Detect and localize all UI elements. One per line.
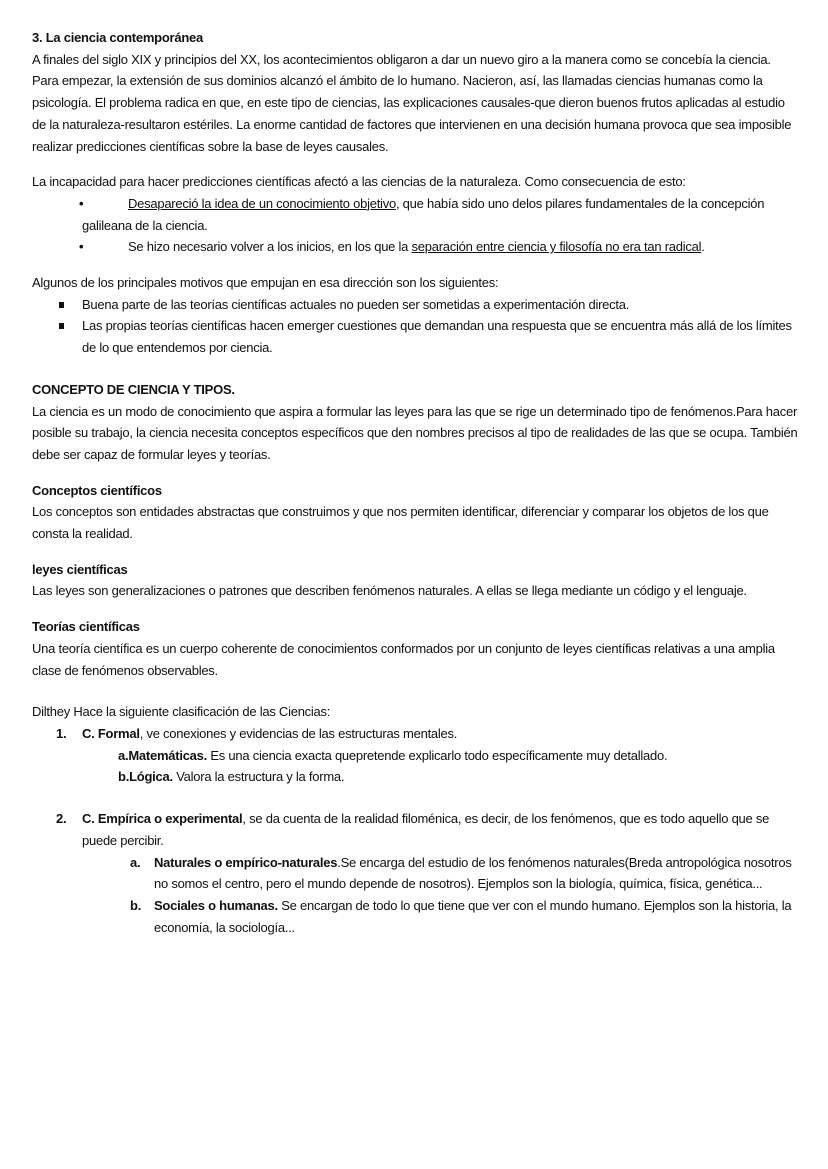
item-bold: Naturales o empírico-naturales <box>154 854 338 870</box>
section-title <box>32 27 798 49</box>
item-bold: Sociales o humanas. <box>154 897 278 913</box>
item-text: , se da cuenta de la realidad filoménica, es decir, de los fenómenos, que es todo aquello que se puede percibir. <box>82 811 770 848</box>
item-letter: a. <box>118 747 129 763</box>
item-text: Valora la estructura y la forma. <box>172 769 345 785</box>
list-item <box>32 745 798 767</box>
paragraph: Las leyes son generalizaciones o patrones que describen fenómenos naturales. A ellas se llega mediante un código y el lenguaje. <box>32 583 747 599</box>
paragraph: Una teoría científica es un cuerpo coherente de conocimientos conformados por un conjunto de leyes científicas relativas a una amplia clase de fenómenos observables. <box>32 640 775 678</box>
paragraph: La ciencia es un modo de conocimiento que aspira a formular las leyes para las que se rige un determinado tipo de fenómenos.Para hacer posible su trabajo, la ciencia necesita conceptos específicos que den nombres precisos al tipo de realidades de las que se ocupa. También debe ser capaz de formular leyes y teorías. <box>32 403 798 462</box>
item-number: 1. <box>56 725 67 741</box>
section-title-text: 3. La ciencia contemporánea <box>32 30 203 45</box>
list-item <box>32 895 798 938</box>
item-text: .Se encarga del estudio de los fenómenos naturales(Breda antropológica nosotros no somos el centro, pero el mundo depende de nosotros). Ejemplos son la biología, química, física, genética... <box>154 854 792 892</box>
square-list <box>32 294 798 359</box>
heading <box>32 559 798 581</box>
item-bold: Matemáticas. <box>128 747 207 763</box>
item-letter: b. <box>130 897 142 913</box>
item-number: 2. <box>56 811 67 827</box>
list-item <box>32 766 798 788</box>
paragraph: Algunos de los principales motivos que empujan en esa dirección son los siguientes: <box>32 275 499 291</box>
list-item <box>32 723 798 745</box>
document-page <box>32 27 798 938</box>
bullet-list <box>32 193 798 258</box>
item-text: . <box>701 239 705 255</box>
numbered-list <box>32 808 798 851</box>
item-bold: C. Empírica o experimental <box>82 811 243 827</box>
heading-text: leyes científicas <box>32 561 128 577</box>
list-item: Las propias teorías científicas hacen emerger cuestiones que demandan una respuesta que se encuentra más allá de los límites de lo que entendemos por ciencia. <box>32 315 798 358</box>
item-text: Se hizo necesario volver a los inicios, en los que la <box>128 239 412 255</box>
numbered-list <box>32 723 798 745</box>
paragraph: A finales del siglo XIX y principios del XX, los acontecimientos obligaron a dar un nuevo giro a la manera como se concebía la ciencia. Para empezar, la extensión de sus dominios alcanzó el ámbito de lo humano. Nacieron, así, las llamadas ciencias humanas como la psicología. El problema radica en que, en este tipo de ciencias, las explicaciones causales-que dieron buenos frutos aplicadas al estudio de la naturaleza-resultaron estériles. La enorme cantidad de factores que intervienen en una decisión humana provoca que sea imposible realizar predicciones científicas sobre la base de leyes causales. <box>32 51 792 154</box>
heading <box>32 616 798 638</box>
heading <box>32 480 798 502</box>
list-item: Buena parte de las teorías científicas actuales no pueden ser sometidas a experimentación directa. <box>32 294 798 316</box>
heading <box>32 379 798 401</box>
item-text: Se encargan de todo lo que tiene que ver con el mundo humano. Ejemplos son la historia, la economía, la sociología... <box>154 897 792 935</box>
underlined-text: separación entre ciencia y filosofía no era tan radical <box>411 239 702 255</box>
paragraph: La incapacidad para hacer predicciones científicas afectó a las ciencias de la naturaleza. Como consecuencia de esto: <box>32 174 686 190</box>
item-letter: b. <box>118 769 130 785</box>
heading-text: CONCEPTO DE CIENCIA Y TIPOS. <box>32 381 235 397</box>
paragraph: Los conceptos son entidades abstractas que construimos y que nos permiten identificar, diferenciar y comparar los objetos de los que consta la realidad. <box>32 504 769 542</box>
item-letter: a. <box>130 854 141 870</box>
paragraph: Dilthey Hace la siguiente clasificación de las Ciencias: <box>32 704 331 720</box>
item-text: Es una ciencia exacta quepretende explicarlo todo específicamente muy detallado. <box>207 747 668 763</box>
item-text: , que había sido uno delos pilares fundamentales de la concepción galileana de la ciencia. <box>82 195 765 233</box>
heading-text: Conceptos científicos <box>32 482 162 498</box>
sub-list <box>32 852 798 939</box>
sub-list <box>32 745 798 788</box>
list-item <box>32 852 798 895</box>
item-text: , ve conexiones y evidencias de las estructuras mentales. <box>139 725 458 741</box>
list-item <box>32 193 798 236</box>
list-item <box>32 808 798 851</box>
heading-text: Teorías científicas <box>32 619 140 635</box>
list-item <box>32 236 798 258</box>
underlined-text: Desapareció la idea de un conocimiento objetivo <box>128 195 396 211</box>
item-bold: C. Formal <box>82 725 140 741</box>
item-bold: Lógica. <box>129 769 173 785</box>
